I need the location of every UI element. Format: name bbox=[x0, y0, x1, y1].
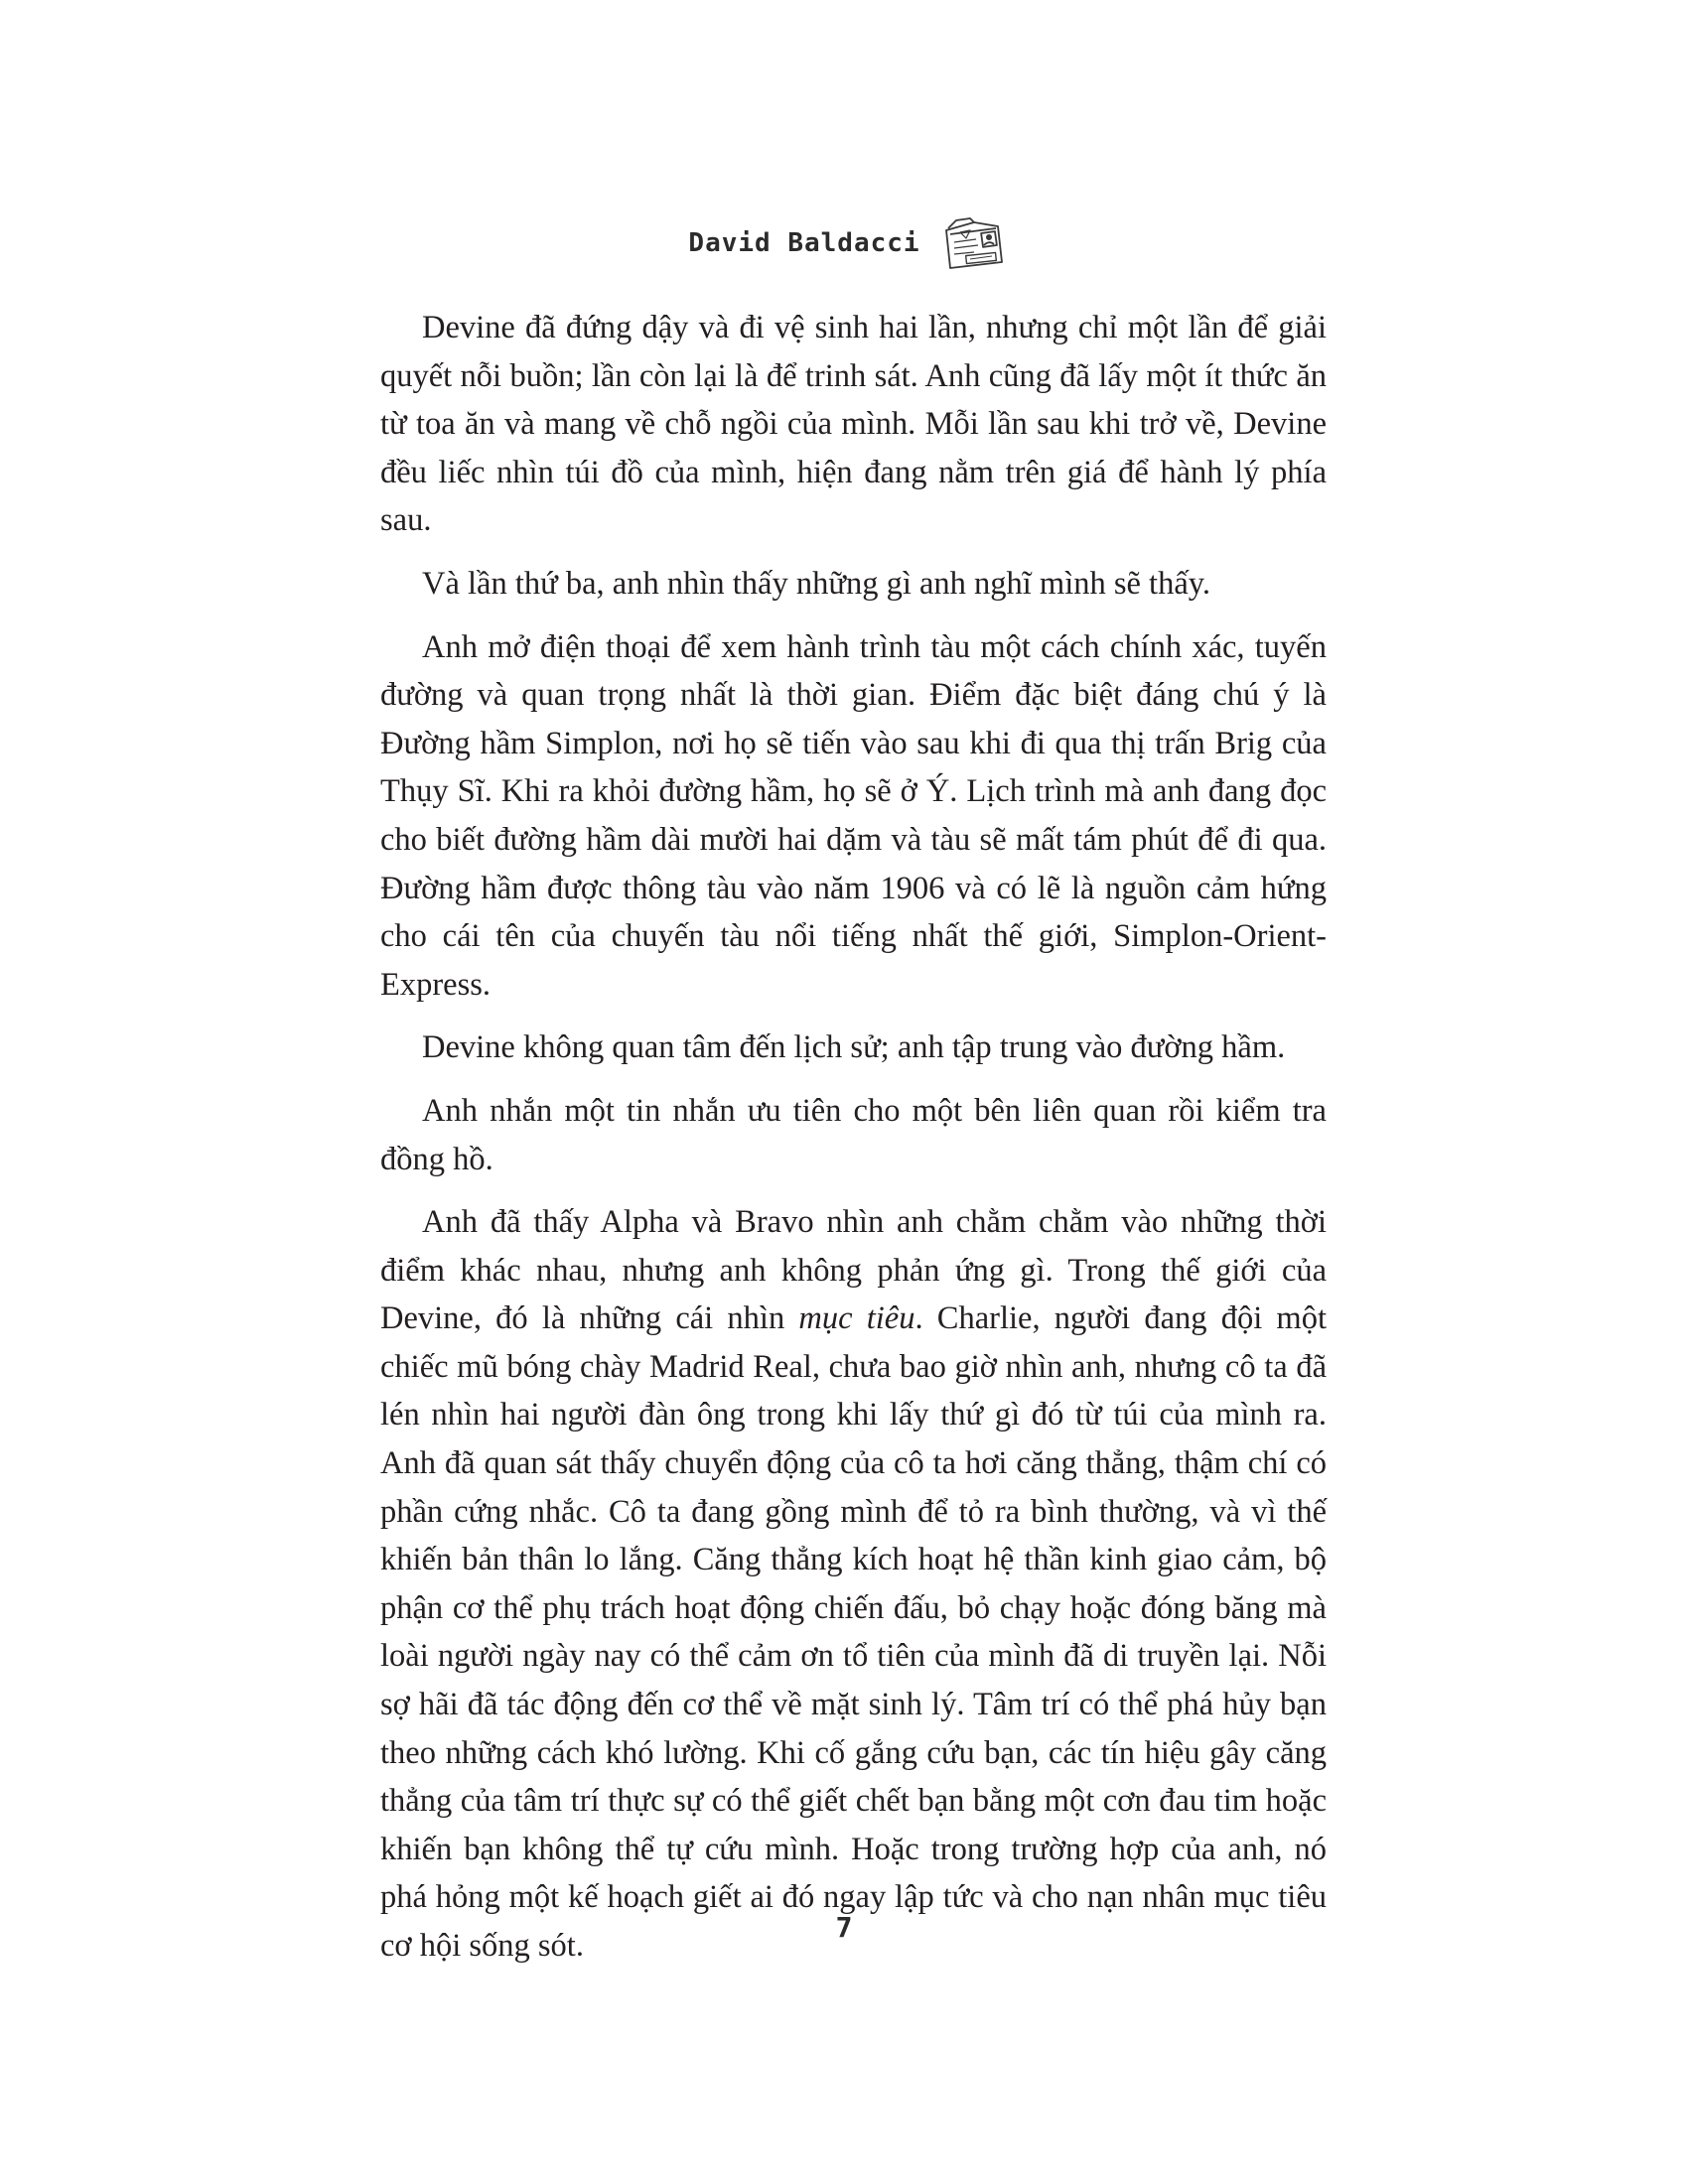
paragraph-text: Anh đã thấy Alpha và Bravo nhìn anh chằm chằm vào những thời điểm khác nhau, nhưng anh không phản ứng gì. Trong thế giới của Devine, đó là những cái nhìn bbox=[380, 1204, 1327, 1337]
paragraph: Devine đã đứng dậy và đi vệ sinh hai lần, nhưng chỉ một lần để giải quyết nỗi buồn; lần còn lại là để trinh sát. Anh cũng đã lấy một ít thức ăn từ toa ăn và mang về chỗ ngồi của mình. Mỗi lần sau khi trở về, Devine đều liếc nhìn túi đồ của mình, hiện đang nằm trên giá để hành lý phía sau. bbox=[380, 310, 1327, 539]
paragraph: Anh mở điện thoại để xem hành trình tàu một cách chính xác, tuyến đường và quan trọng nhất là thời gian. Điểm đặc biệt đáng chú ý là Đường hầm Simplon, nơi họ sẽ tiến vào sau khi đi qua thị trấn Brig của Thụy Sĩ. Khi ra khỏi đường hầm, họ sẽ ở Ý. Lịch trình mà anh đang đọc cho biết đường hầm dài mười hai dặm và tàu sẽ mất tám phút để đi qua. Đường hầm được thông tàu vào năm 1906 và có lẽ là nguồn cảm hứng cho cái tên của chuyến tàu nổi tiếng nhất thế giới, Simplon-Orient-Express. bbox=[380, 628, 1327, 1003]
body-text bbox=[380, 304, 1327, 1985]
author-name: David Baldacci bbox=[688, 228, 920, 258]
paragraph bbox=[380, 1198, 1327, 1971]
paragraph: Và lần thứ ba, anh nhìn thấy những gì anh nghĩ mình sẽ thấy. bbox=[422, 565, 1211, 602]
page-number: 7 bbox=[835, 1911, 853, 1944]
confidential-folder-icon bbox=[940, 212, 1010, 274]
italic-emphasis: mục tiêu bbox=[798, 1300, 915, 1337]
paragraph-text: . Charlie, người đang đội một chiếc mũ bóng chày Madrid Real, chưa bao giờ nhìn anh, nhưng cô ta đã lén nhìn hai người đàn ông trong khi lấy thứ gì đó từ túi của mình ra. Anh đã quan sát thấy chuyển động của cô ta hơi căng thẳng, thậm chí có phần cứng nhắc. Cô ta đang gồng mình để tỏ ra bình thường, và vì thế khiến bản thân lo lắng. Căng thẳng kích hoạt hệ thần kinh giao cảm, bộ phận cơ thể phụ trách hoạt động chiến đấu, bỏ chạy hoặc đóng băng mà loài người ngày nay có thể cảm ơn tổ tiên của mình đã di truyền lại. Nỗi sợ hãi đã tác động đến cơ thể về mặt sinh lý. Tâm trí có thể phá hủy bạn theo những cách khó lường. Khi cố gắng cứu bạn, các tín hiệu gây căng thẳng của tâm trí thực sự có thể giết chết bạn bằng một cơn đau tim hoặc khiến bạn không thể tự cứu mình. Hoặc trong trường hợp của anh, nó phá hỏng một kế hoạch giết ai đó ngay lập tức và cho nạn nhân mục tiêu cơ hội sống sót. bbox=[380, 1300, 1327, 1964]
paragraph: Anh nhắn một tin nhắn ưu tiên cho một bên liên quan rồi kiểm tra đồng hồ. bbox=[380, 1092, 1327, 1177]
running-head bbox=[0, 204, 1688, 283]
paragraph: Devine không quan tâm đến lịch sử; anh tập trung vào đường hầm. bbox=[422, 1029, 1286, 1066]
